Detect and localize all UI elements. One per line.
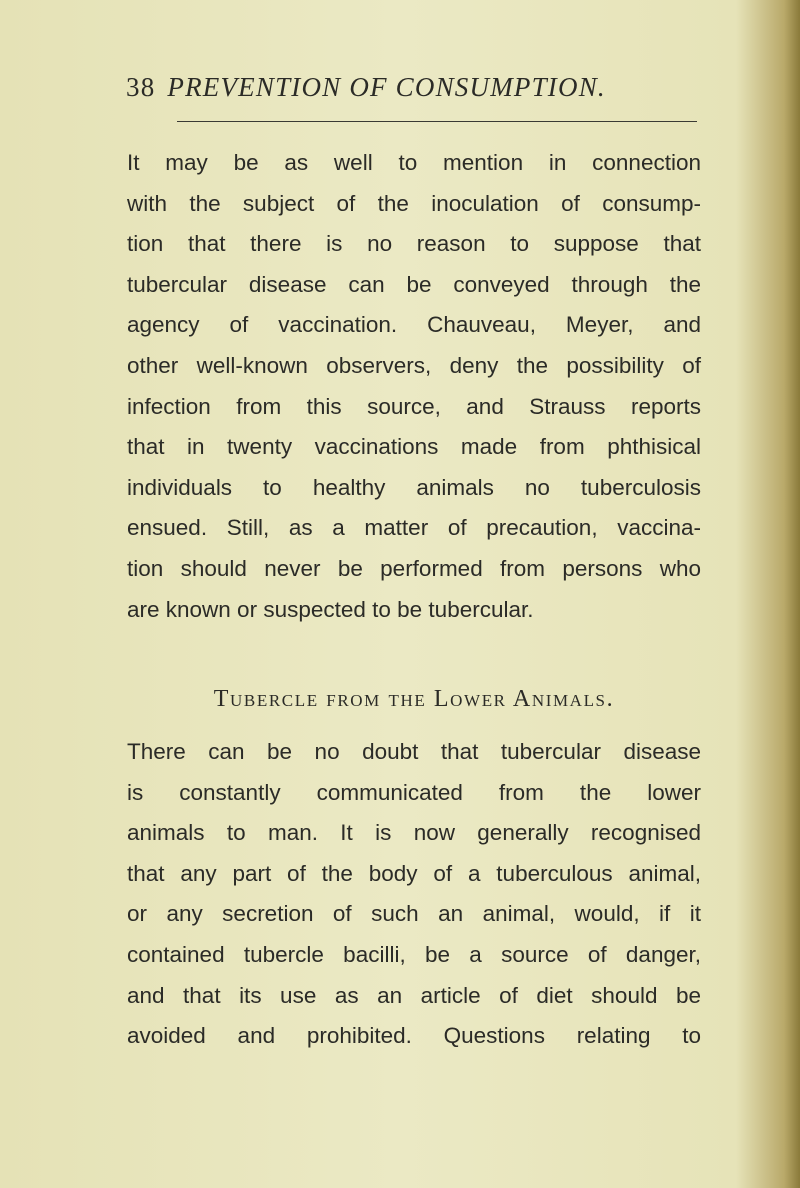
running-title: PREVENTION OF CONSUMPTION. — [167, 72, 606, 102]
text-line: There can be no doubt that tubercular disease — [127, 739, 701, 764]
text-line: and that its use as an article of diet should be — [127, 982, 701, 1008]
paragraph-vaccination — [127, 143, 701, 630]
text-line: tion that there is no reason to suppose that — [127, 231, 701, 257]
text-line: agency of vaccination. Chauveau, Meyer, and — [127, 312, 701, 338]
text-line: ensued. Still, as a matter of precaution, vaccina- — [127, 515, 701, 541]
text-line: that in twenty vaccinations made from phthisical — [127, 434, 701, 460]
paragraph-lower-animals — [127, 732, 701, 1057]
text-line: infection from this source, and Strauss reports — [127, 393, 701, 419]
page-number: 38 — [126, 72, 156, 102]
text-line: It may be as well to mention in connection — [127, 150, 701, 175]
text-line: is constantly communicated from the lower — [127, 779, 701, 805]
text-line: other well-known observers, deny the possibility of — [127, 352, 701, 378]
text-line: that any part of the body of a tuberculous animal, — [127, 860, 701, 886]
text-line: tion should never be performed from persons who — [127, 555, 701, 581]
text-line: individuals to healthy animals no tuberculosis — [127, 474, 701, 500]
text-line: animals to man. It is now generally recognised — [127, 820, 701, 846]
text-line: contained tubercle bacilli, be a source of danger, — [127, 941, 701, 967]
text-line: avoided and prohibited. Questions relating to — [127, 1023, 701, 1049]
text-line: tubercular disease can be conveyed through the — [127, 271, 701, 297]
header-rule — [177, 121, 697, 122]
text-line: or any secretion of such an animal, would, if it — [127, 901, 701, 927]
text-line: are known or suspected to be tubercular. — [127, 596, 534, 622]
running-header — [126, 72, 736, 103]
text-line: with the subject of the inoculation of consump- — [127, 190, 701, 216]
section-heading: Tubercle from the Lower Animals. — [213, 686, 615, 712]
